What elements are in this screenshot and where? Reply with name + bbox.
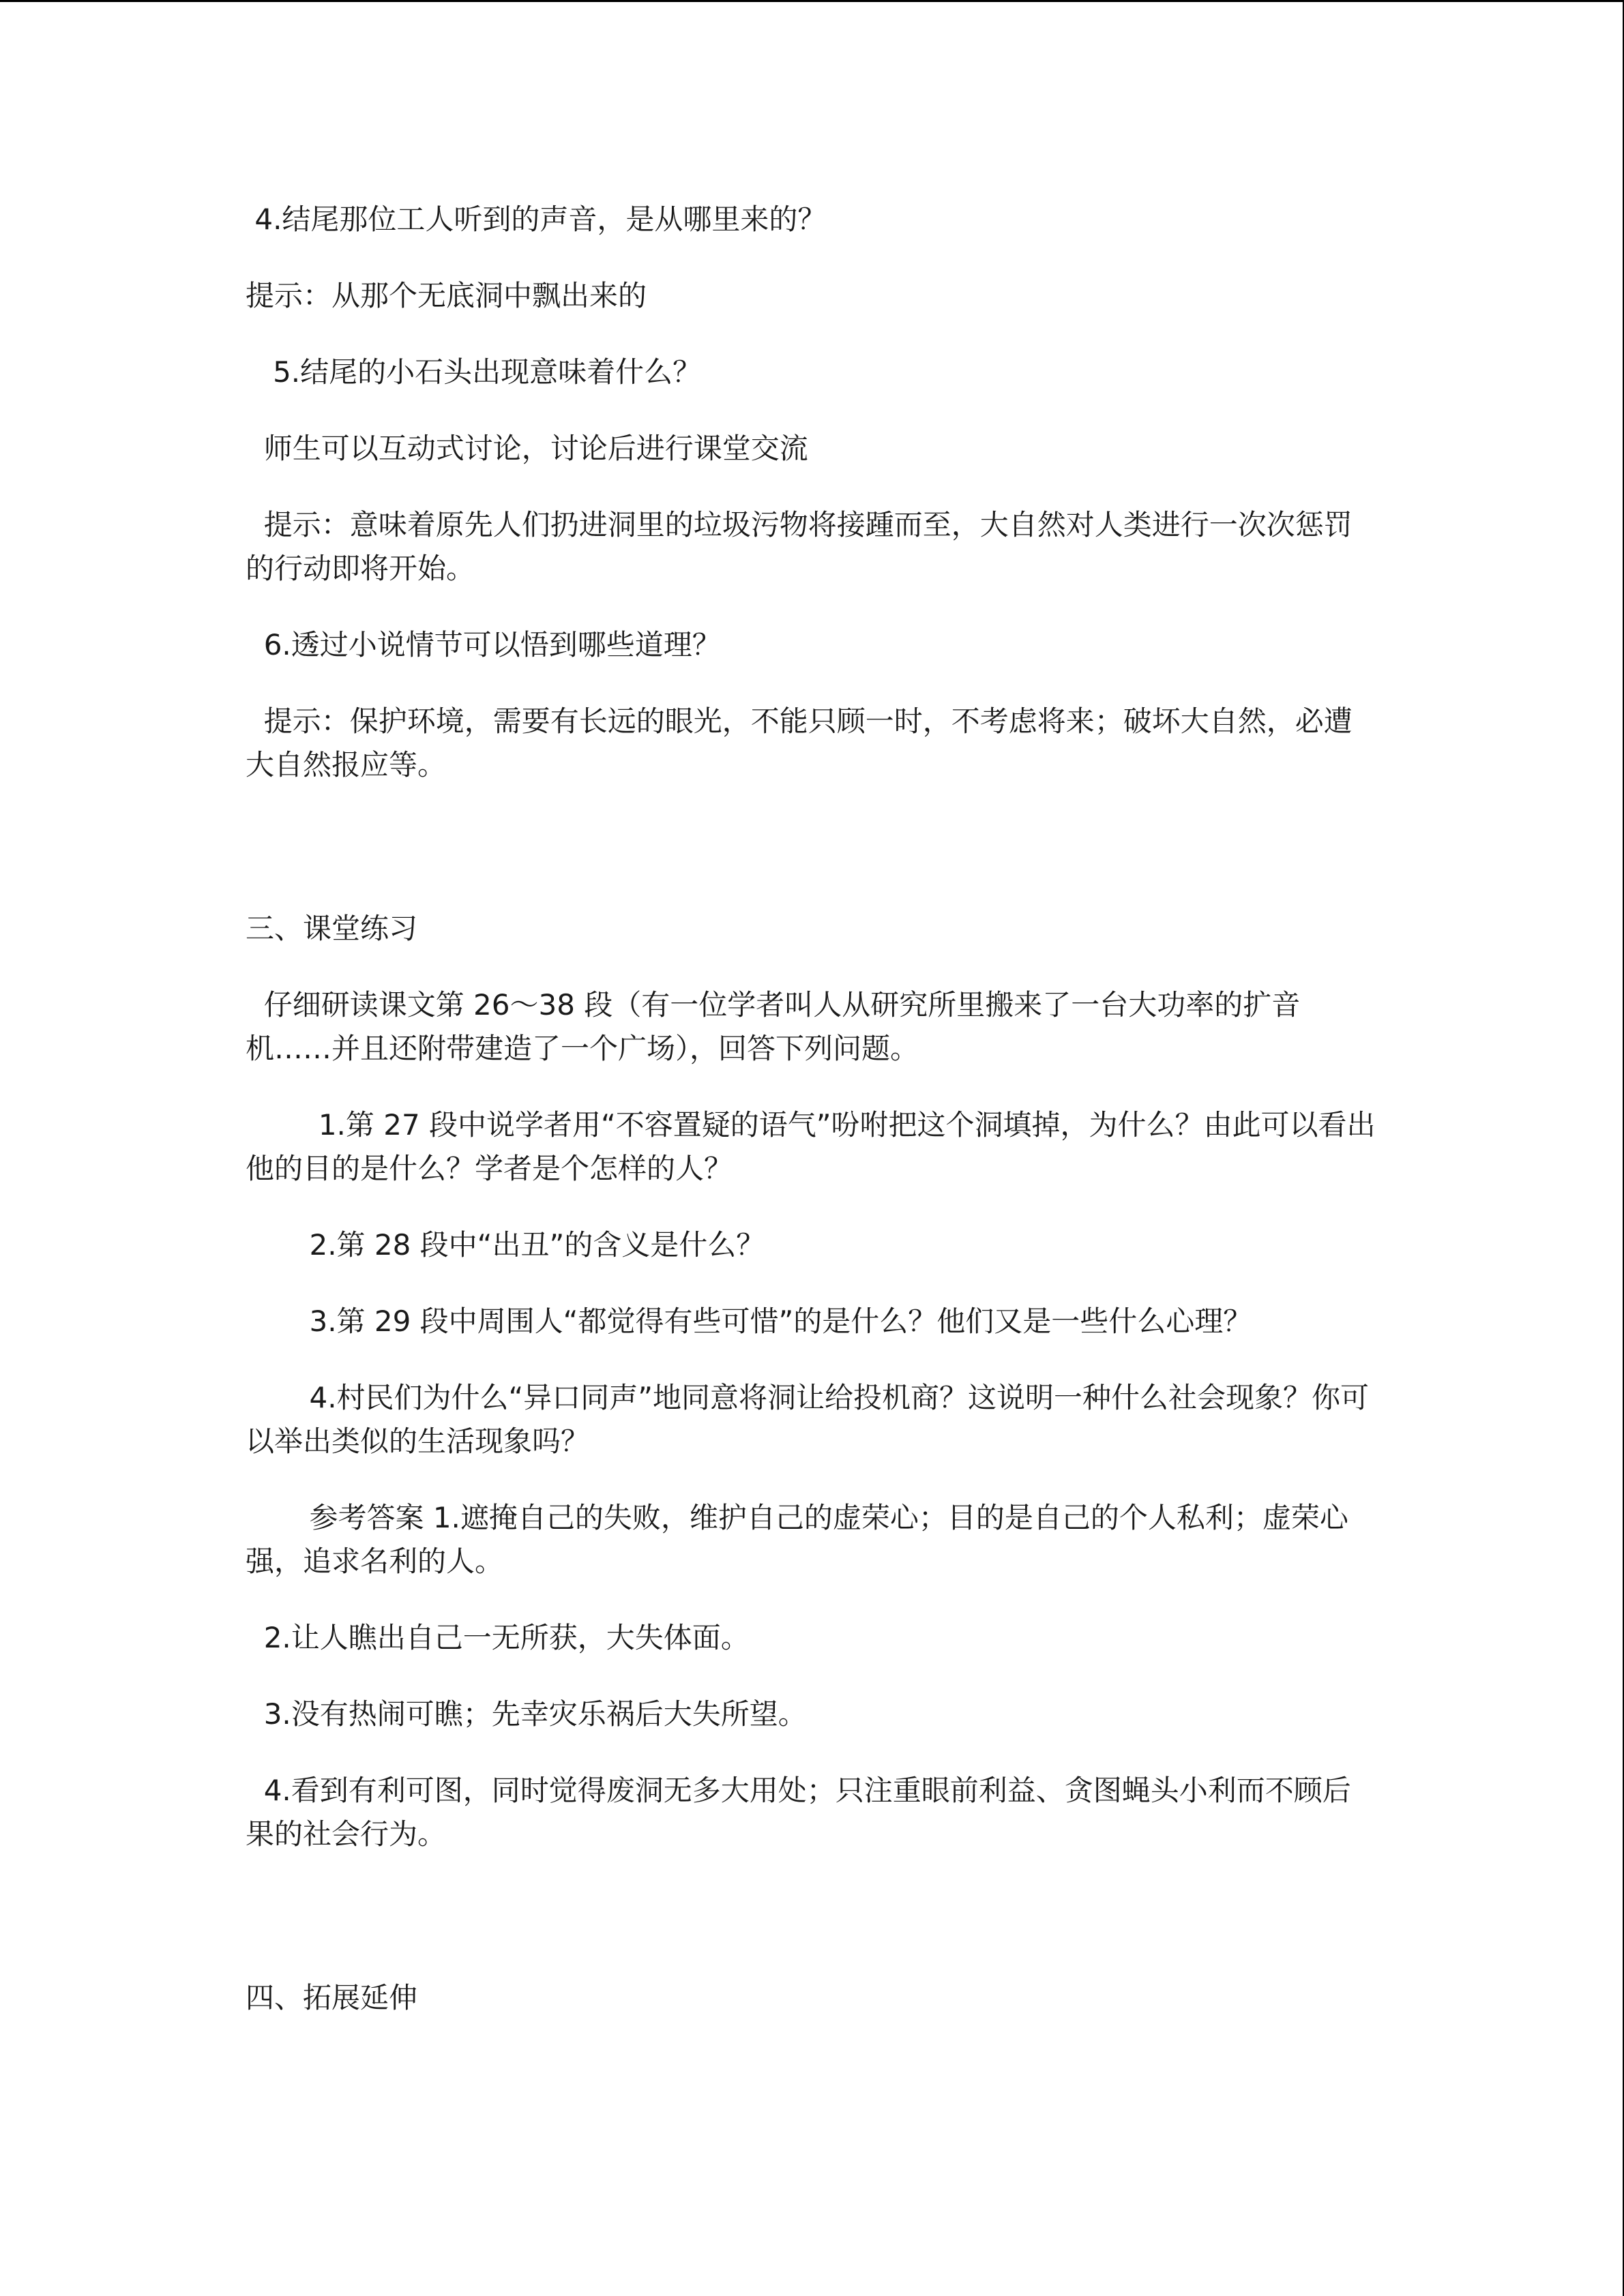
exercise-intro: 仔细研读课文第 26～38 段（有一位学者叫人从研究所里搬来了一台大功率的扩音机……并且还附带建造了一个广场），回答下列问题。 — [246, 988, 1301, 1065]
hint-6: 提示：保护环境，需要有长远的眼光，不能只顾一时，不考虑将来；破坏大自然，必遭大自然报应等。 — [246, 704, 1353, 781]
answer-1: 参考答案 1.遮掩自己的失败，维护自己的虚荣心；目的是自己的个人私利；虚荣心强，追求名利的人。 — [246, 1501, 1348, 1578]
hint-4: 提示：从那个无底洞中飘出来的 — [246, 279, 647, 312]
section-3-heading: 三、课堂练习 — [246, 912, 418, 945]
answer-2: 2.让人瞧出自己一无所获，大失体面。 — [246, 1621, 750, 1654]
question-5: 5.结尾的小石头出现意味着什么？ — [246, 355, 702, 389]
document-body — [246, 198, 1378, 2053]
exercise-question-2: 2.第 28 段中“出丑”的含义是什么？ — [246, 1228, 765, 1262]
section-spacer — [246, 820, 1378, 907]
answer-3: 3.没有热闹可瞧；先幸灾乐祸后大失所望。 — [246, 1697, 807, 1731]
hint-5: 提示：意味着原先人们扔进洞里的垃圾污物将接踵而至，大自然对人类进行一次次惩罚的行动即将开始。 — [246, 508, 1353, 585]
exercise-question-1: 1.第 27 段中说学者用“不容置疑的语气”吩咐把这个洞填掉，为什么？由此可以看出他的目的是什么？学者是个怎样的人？ — [246, 1108, 1376, 1185]
answer-4: 4.看到有利可图，同时觉得废洞无多大用处；只注重眼前利益、贪图蝇头小利而不顾后果的社会行为。 — [246, 1774, 1351, 1851]
question-6: 6.透过小说情节可以悟到哪些道理？ — [246, 628, 721, 661]
exercise-question-4: 4.村民们为什么“异口同声”地同意将洞让给投机商？这说明一种什么社会现象？你可以举出类似的生活现象吗？ — [246, 1381, 1370, 1458]
section-spacer — [246, 1889, 1378, 1976]
section-4-heading: 四、拓展延伸 — [246, 1981, 418, 2014]
discussion-note: 师生可以互动式讨论，讨论后进行课堂交流 — [246, 432, 808, 465]
question-4: 4.结尾那位工人听到的声音，是从哪里来的？ — [246, 203, 827, 236]
page-top-border — [0, 0, 1624, 2]
exercise-question-3: 3.第 29 段中周围人“都觉得有些可惜”的是什么？他们又是一些什么心理？ — [246, 1304, 1252, 1338]
